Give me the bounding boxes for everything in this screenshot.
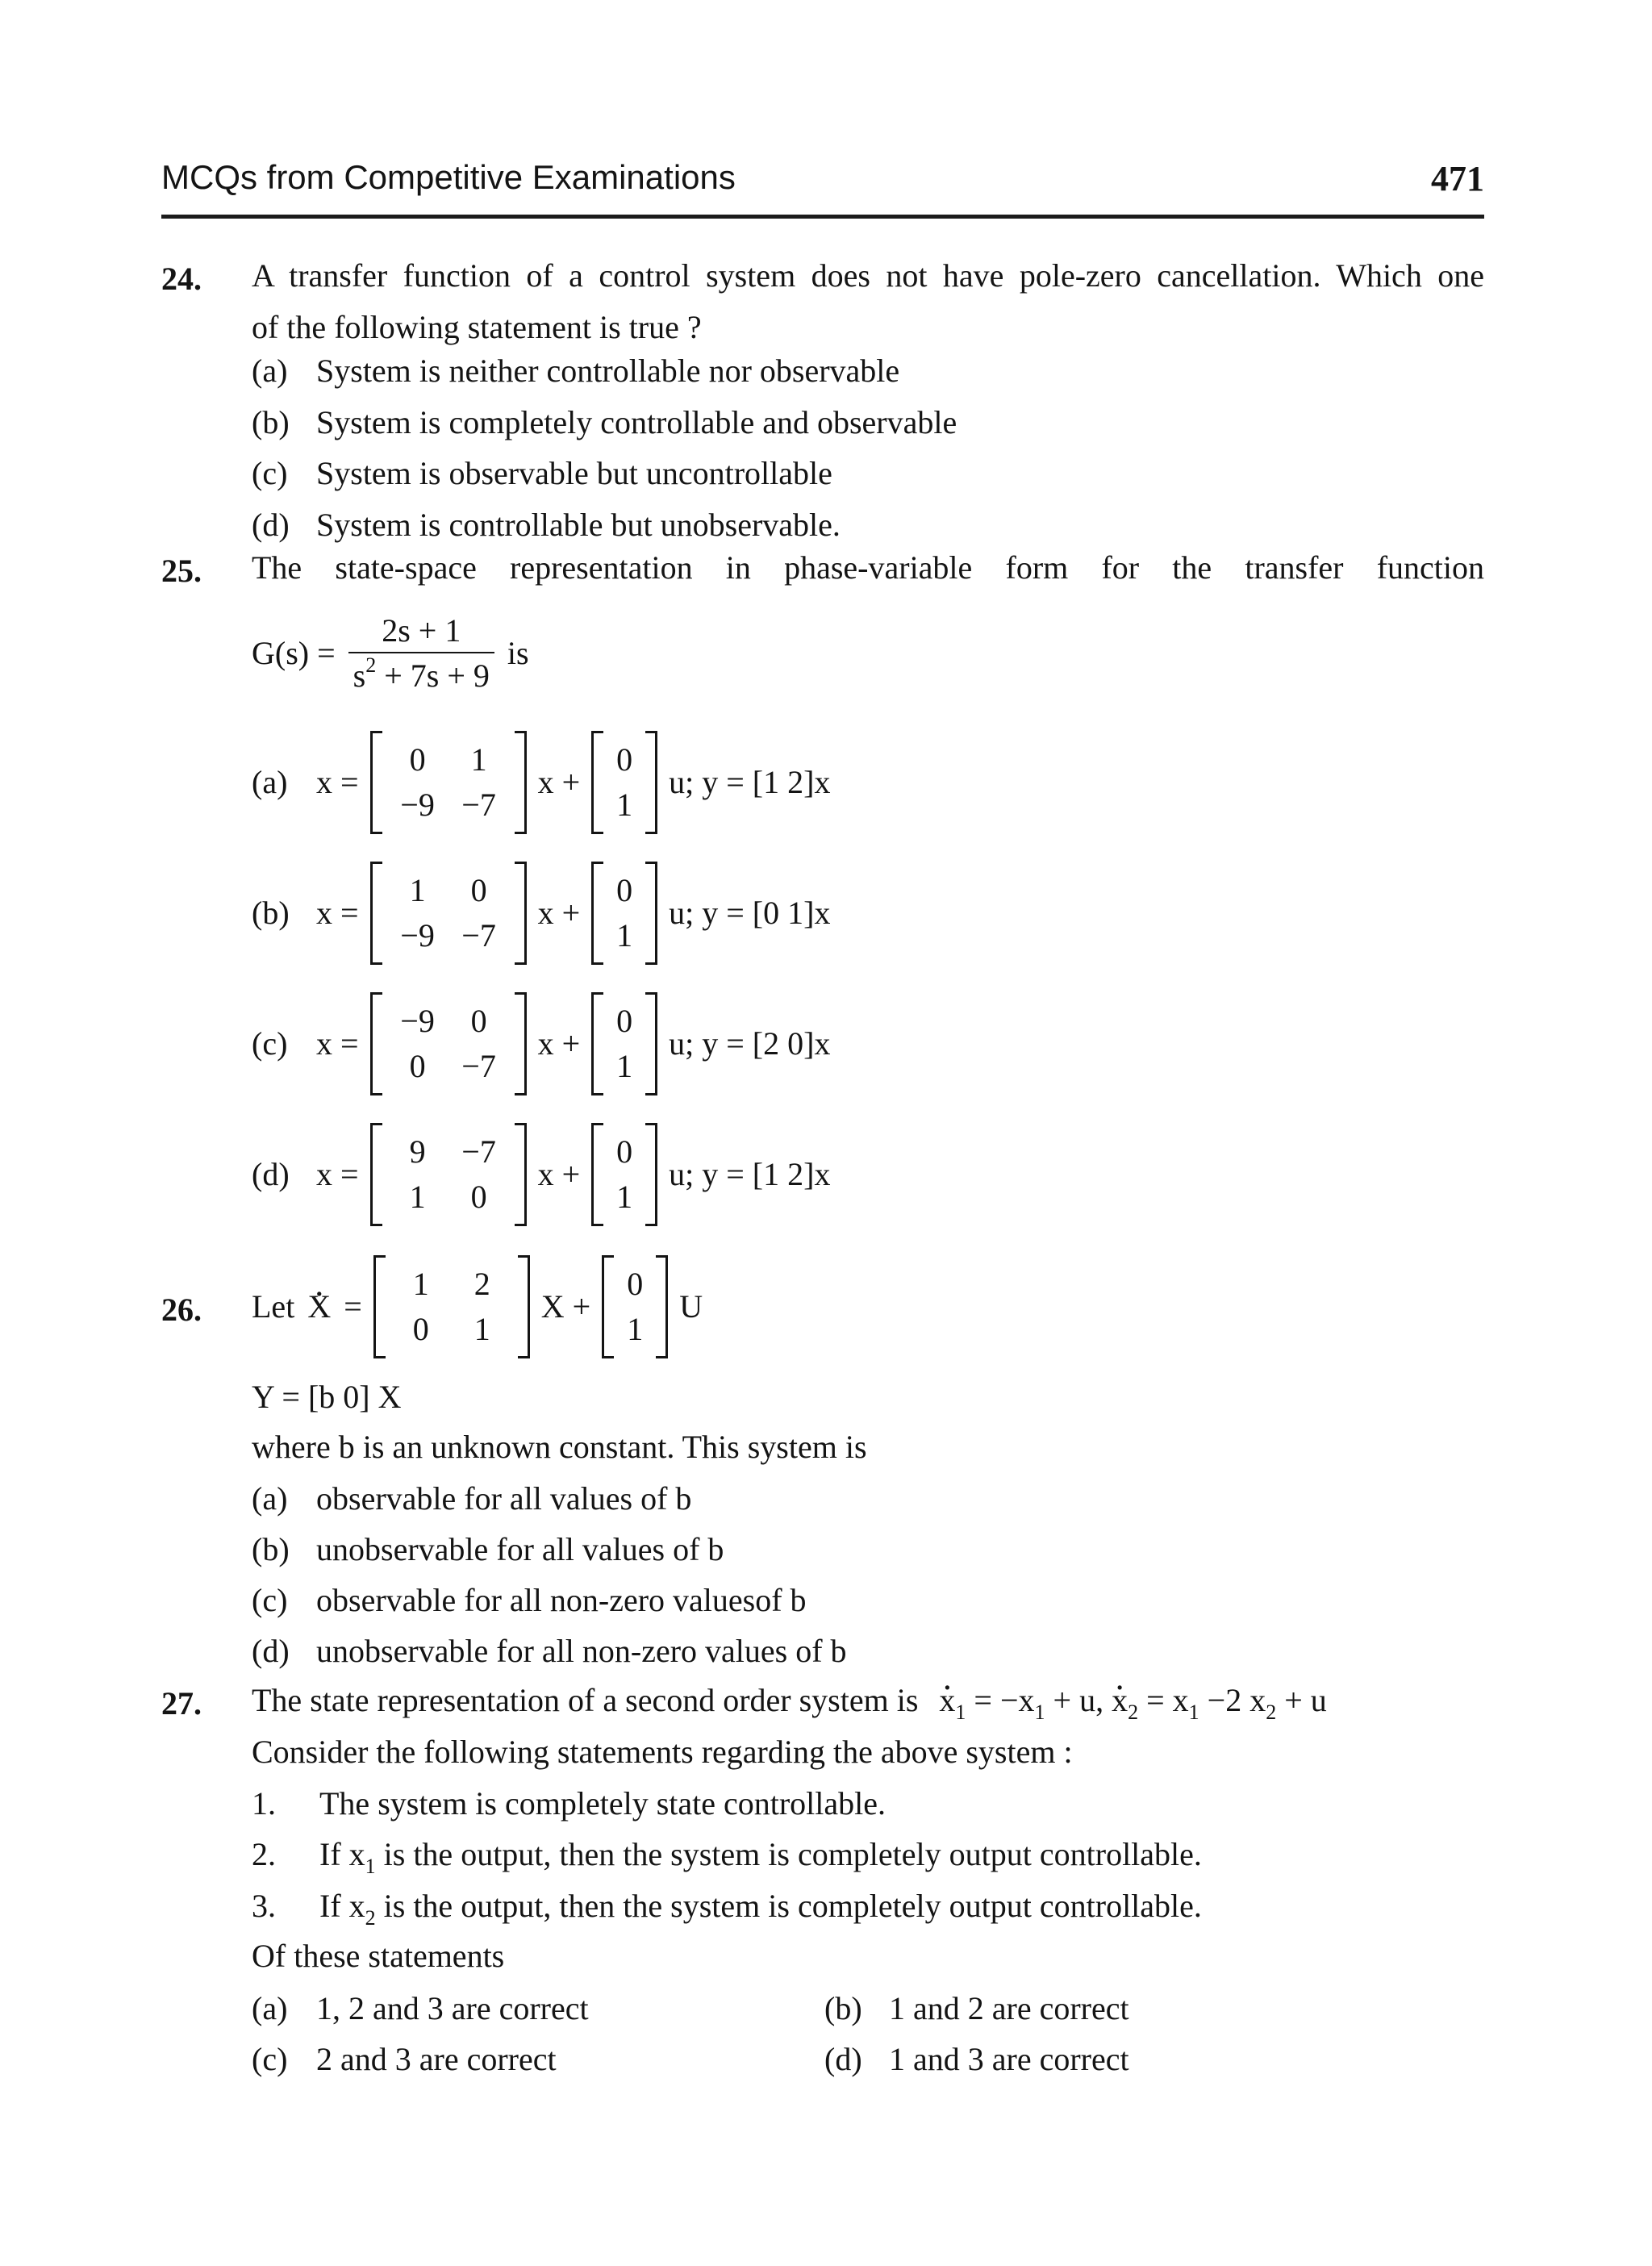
option-text: 2 and 3 are correct: [316, 2041, 557, 2077]
subscript: 1: [365, 1855, 376, 1878]
plus-x: x +: [537, 895, 581, 931]
question-number: 27.: [161, 1685, 202, 1721]
matrix-entry: −9: [400, 787, 435, 823]
option-label: (a): [252, 353, 288, 389]
x-dot: . x: [1112, 1684, 1128, 1717]
matrix-entry: 0: [470, 1003, 487, 1039]
x-lhs: x =: [316, 1025, 359, 1062]
eq-text: + u,: [1045, 1682, 1112, 1718]
x-dot: . X: [307, 1291, 331, 1323]
option-label: (d): [252, 507, 290, 543]
input-u: U: [679, 1288, 703, 1325]
matrix-entry: 0: [470, 1179, 487, 1215]
x-lhs: x =: [316, 1156, 359, 1192]
matrix-entry: 1: [409, 1179, 426, 1215]
subscript: 2: [365, 1906, 376, 1930]
x-lhs: x =: [316, 895, 359, 931]
option-text: System is neither controllable nor observable: [316, 353, 900, 389]
option-b: [252, 857, 830, 970]
x-dot: . x: [939, 1684, 955, 1717]
transfer-function: [252, 605, 529, 702]
option-label: (d): [252, 1633, 290, 1669]
vector-entry: 1: [616, 1179, 633, 1215]
statement-2: [252, 1836, 1202, 1878]
b-vector: [602, 1255, 668, 1358]
option-text: System is completely controllable and observable: [316, 404, 957, 440]
statement-text: is the output, then the system is completely output controllable.: [375, 1888, 1202, 1924]
stem-text: The state representation of a second order system is: [252, 1682, 919, 1718]
vector-entry: 0: [616, 872, 633, 908]
option-text: 1 and 3 are correct: [889, 2041, 1129, 2077]
vector-entry: 1: [616, 787, 633, 823]
matrix-entry: −9: [400, 1003, 435, 1039]
question-stem: The state-space representation in phase-variable form for the transfer function: [252, 549, 1484, 586]
b-vector: [591, 731, 657, 834]
option-label: (b): [252, 404, 290, 440]
gs-lhs: G(s) =: [252, 635, 336, 671]
question-number: 26.: [161, 1292, 202, 1328]
option-text: unobservable for all values of b: [316, 1531, 724, 1567]
statement-3: [252, 1888, 1202, 1930]
matrix-entry: 1: [412, 1266, 429, 1302]
statement-number: 3.: [252, 1888, 276, 1924]
a-matrix: [370, 731, 527, 834]
a-matrix: [370, 992, 527, 1095]
option-c: [252, 2043, 557, 2076]
subscript: 2: [1266, 1701, 1277, 1724]
gs-den-s: s: [353, 657, 366, 694]
page-header: [161, 158, 1484, 207]
question-number: 24.: [161, 261, 202, 297]
b-vector: [591, 1123, 657, 1226]
matrix-entry: 0: [470, 872, 487, 908]
option-text: System is controllable but unobservable.: [316, 507, 841, 543]
option-label: (c): [252, 2041, 288, 2077]
subscript: 1: [1034, 1701, 1045, 1724]
gs-denominator: [348, 652, 494, 692]
option-c: [252, 1584, 807, 1617]
option-d: [824, 2043, 1129, 2076]
option-label: (c): [252, 1025, 288, 1062]
a-matrix: [370, 1123, 527, 1226]
option-text: 1, 2 and 3 are correct: [316, 1990, 589, 2026]
gs-fraction: [348, 612, 494, 694]
statement-number: 2.: [252, 1836, 276, 1872]
option-label: (d): [824, 2041, 862, 2077]
statement-text: If x: [319, 1888, 365, 1924]
question-stem: A transfer function of a control system does not have pole-zero cancellation. Which one: [252, 257, 1484, 294]
option-b: [252, 404, 957, 440]
option-label: (d): [252, 1156, 290, 1192]
a-matrix: [370, 862, 527, 965]
matrix-entry: 0: [409, 741, 426, 778]
vector-entry: 0: [616, 741, 633, 778]
output-equation: u; y = [1 2]x: [669, 764, 831, 800]
gs-den-rest: + 7s + 9: [376, 657, 490, 694]
question-stem: [252, 1682, 1327, 1724]
eq-text: −2 x: [1199, 1682, 1266, 1718]
option-text: observable for all non-zero valuesof b: [316, 1582, 807, 1618]
option-d: [252, 1118, 830, 1231]
option-text: observable for all values of b: [316, 1480, 692, 1517]
output-equation: Y = [b 0] X: [252, 1379, 402, 1415]
equals: =: [344, 1288, 362, 1325]
option-label: (c): [252, 1582, 288, 1618]
option-c: [252, 987, 830, 1100]
vector-entry: 0: [616, 1133, 633, 1170]
question-stem: where b is an unknown constant. This system is: [252, 1429, 867, 1465]
page-number: 471: [1431, 159, 1484, 198]
let-word: Let: [252, 1288, 295, 1325]
vector-entry: 0: [627, 1266, 644, 1302]
option-text: System is observable but uncontrollable: [316, 455, 832, 491]
option-label: (b): [252, 1531, 290, 1567]
option-d: [252, 1635, 847, 1667]
gs-tail: is: [507, 635, 529, 671]
plus-x: x +: [537, 1025, 581, 1062]
option-c: [252, 457, 832, 490]
subscript: 2: [1128, 1701, 1139, 1724]
option-label: (a): [252, 1480, 288, 1517]
output-equation: u; y = [0 1]x: [669, 895, 831, 931]
plus-x: x +: [537, 1156, 581, 1192]
statement-number: 1.: [252, 1785, 276, 1822]
eq-text: = x: [1138, 1682, 1189, 1718]
plus-x: x +: [537, 764, 581, 800]
b-vector: [591, 862, 657, 965]
x-lhs: x =: [316, 764, 359, 800]
eq-text: = −x: [966, 1682, 1035, 1718]
option-d: [252, 509, 841, 541]
option-text: unobservable for all non-zero values of b: [316, 1633, 847, 1669]
matrix-entry: −7: [461, 787, 496, 823]
vector-entry: 0: [616, 1003, 633, 1039]
question-stem: Consider the following statements regarding the above system :: [252, 1734, 1073, 1770]
option-b: [252, 1531, 724, 1567]
gs-numerator: 2s + 1: [382, 612, 461, 649]
matrix-entry: 0: [412, 1311, 429, 1347]
option-a: [252, 355, 899, 387]
subscript: 1: [1188, 1701, 1199, 1724]
matrix-entry: −7: [461, 1133, 496, 1170]
matrix-entry: 1: [470, 741, 487, 778]
question-number: 25.: [161, 553, 202, 589]
question-stem: of the following statement is true ?: [252, 309, 702, 345]
matrix-entry: 1: [473, 1311, 490, 1347]
subscript: 1: [955, 1701, 966, 1724]
a-matrix: [373, 1255, 530, 1358]
plus-x: X +: [540, 1288, 591, 1325]
state-equation: [252, 1250, 703, 1363]
statement-1: [252, 1785, 886, 1822]
vector-entry: 1: [616, 1048, 633, 1084]
gs-den-exponent: 2: [365, 653, 377, 677]
option-label: (a): [252, 764, 288, 800]
statement-text: If x: [319, 1836, 365, 1872]
option-text: 1 and 2 are correct: [889, 1990, 1129, 2026]
eq-text: + u: [1276, 1682, 1327, 1718]
option-label: (c): [252, 455, 288, 491]
option-b: [824, 1990, 1129, 2026]
matrix-entry: −9: [400, 917, 435, 954]
option-label: (b): [252, 895, 290, 931]
b-vector: [591, 992, 657, 1095]
output-equation: u; y = [1 2]x: [669, 1156, 831, 1192]
matrix-entry: −7: [461, 1048, 496, 1084]
matrix-entry: 9: [409, 1133, 426, 1170]
matrix-entry: 2: [473, 1266, 490, 1302]
option-label: (b): [824, 1990, 862, 2026]
statement-text: The system is completely state controllable.: [319, 1785, 886, 1822]
matrix-entry: 0: [409, 1048, 426, 1084]
option-label: (a): [252, 1990, 288, 2026]
header-rule: [161, 215, 1484, 219]
matrix-entry: −7: [461, 917, 496, 954]
matrix-entry: 1: [409, 872, 426, 908]
question-stem: Of these statements: [252, 1938, 505, 1974]
vector-entry: 1: [627, 1311, 644, 1347]
statement-text: is the output, then the system is completely output controllable.: [375, 1836, 1202, 1872]
vector-entry: 1: [616, 917, 633, 954]
running-title: MCQs from Competitive Examinations: [161, 158, 736, 196]
option-a: [252, 726, 830, 839]
option-a: [252, 1990, 589, 2026]
option-a: [252, 1480, 692, 1517]
output-equation: u; y = [2 0]x: [669, 1025, 831, 1062]
